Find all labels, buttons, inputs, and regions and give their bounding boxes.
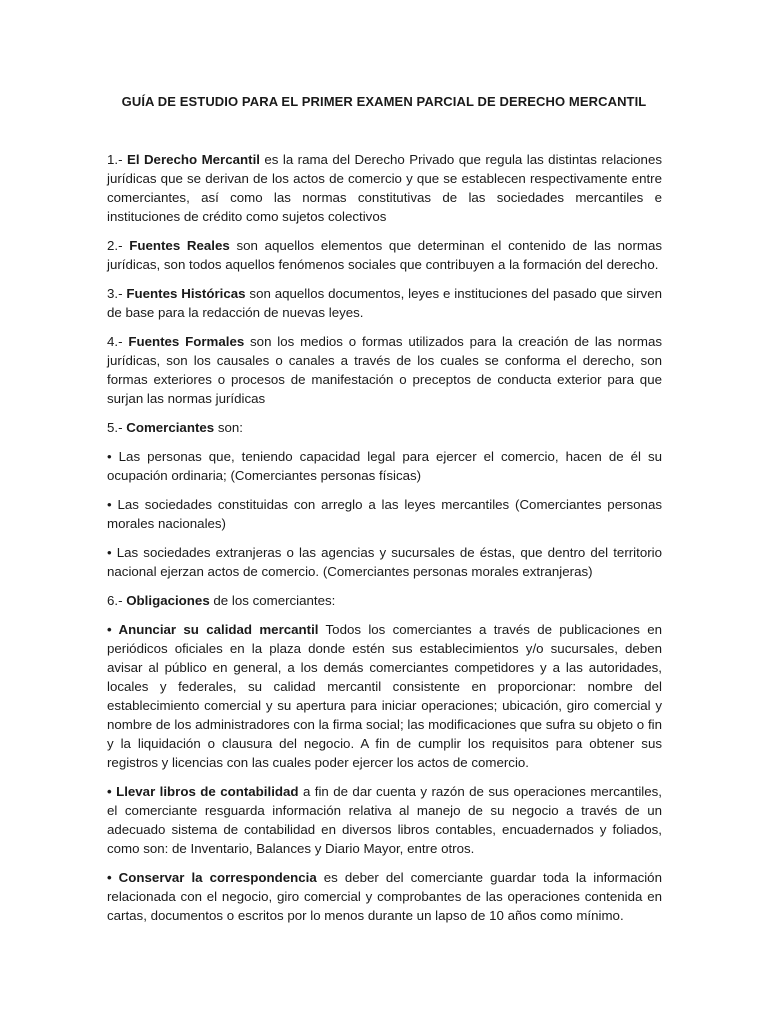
bullet-prefix: • (107, 449, 119, 464)
bullet-text: Las personas que, teniendo capacidad legal para ejercer el comercio, hacen de él su ocupación ordinaria; (Comerciantes personas físicas) (107, 449, 662, 483)
bullet-item-1 (107, 447, 662, 485)
obligation-text: a fin de dar cuenta y razón de sus operaciones mercantiles, el comerciante resguarda información relativa al manejo de su negocio a través de un adecuado sistema de contabilidad en diversos libros contables, encuadernados y foliados, como son: de Inventario, Balances y Diario Mayor, entre otros. (107, 784, 662, 856)
bullet-item-3 (107, 543, 662, 581)
paragraph-4 (107, 332, 662, 408)
bullet-item-2 (107, 495, 662, 533)
paragraph-5 (107, 418, 662, 437)
paragraph-2 (107, 236, 662, 274)
paragraph-prefix: 2.- (107, 238, 130, 253)
bullet-text: Las sociedades constituidas con arreglo a las leyes mercantiles (Comerciantes personas morales nacionales) (107, 497, 662, 531)
paragraph-prefix: 5.- (107, 420, 127, 435)
paragraph-term: Fuentes Formales (128, 334, 245, 349)
paragraph-3 (107, 284, 662, 322)
paragraph-term: Fuentes Históricas (126, 286, 246, 301)
paragraph-term: Comerciantes (126, 420, 215, 435)
obligation-item-3 (107, 868, 662, 925)
obligation-item-2 (107, 782, 662, 858)
paragraph-term: Obligaciones (126, 593, 210, 608)
obligation-text: es deber del comerciante guardar toda la información relacionada con el negocio, giro comercial y comprobantes de las operaciones contenida en cartas, documentos o escritos por lo menos durante un lapso de 10 años como mínimo. (107, 870, 662, 923)
paragraph-6 (107, 591, 662, 610)
paragraph-text: son aquellos documentos, leyes e instituciones del pasado que sirven de base para la redacción de nuevas leyes. (107, 286, 662, 320)
bullet-prefix: • (107, 497, 118, 512)
obligation-text: Todos los comerciantes a través de publicaciones en periódicos oficiales en la plaza donde estén sus establecimientos y/o sucursales, deben avisar al público en general, a los demás comerciantes competidores y a las autoridades, locales y federales, su calidad mercantil consistente en proporcionar: nombre del establecimiento comercial y su apertura para iniciar operaciones; ubicación, giro comercial y nombre de los administradores con la firma social; las modificaciones que sufra su objeto o fin y la liquidación o clausura del negocio. A fin de cumplir los requisitos para obtener sus registros y licencias con las cuales poder ejercer los actos de comercio. (107, 622, 662, 770)
paragraph-term: El Derecho Mercantil (126, 152, 260, 167)
paragraph-text: es la rama del Derecho Privado que regula las distintas relaciones jurídicas que se derivan de los actos de comercio y que se establecen respectivamente entre comerciantes, así como las normas constitutivas de las sociedades mercantiles e instituciones de crédito como sujetos colectivos (107, 152, 662, 224)
obligation-term: • Anunciar su calidad mercantil (107, 622, 319, 637)
document-body (107, 150, 662, 935)
paragraph-text: son aquellos elementos que determinan el contenido de las normas jurídicas, son todos aquellos fenómenos sociales que contribuyen a la formación del derecho. (107, 238, 662, 272)
paragraph-prefix: 6.- (107, 593, 127, 608)
paragraph-term: Fuentes Reales (129, 238, 230, 253)
obligation-term: • Llevar libros de contabilidad (107, 784, 299, 799)
paragraph-text: de los comerciantes: (209, 593, 336, 608)
paragraph-1 (107, 150, 662, 226)
obligation-term: • Conservar la correspondencia (107, 870, 317, 885)
paragraph-text: son: (214, 420, 243, 435)
bullet-prefix: • (107, 545, 117, 560)
paragraph-text: son los medios o formas utilizados para la creación de las normas jurídicas, son los causales o canales a través de los cuales se conforma el derecho, son formas exteriores o procesos de manifestación o preceptos de conducta exterior para que surjan las normas jurídicas (107, 334, 662, 406)
document-title: GUÍA DE ESTUDIO PARA EL PRIMER EXAMEN PARCIAL DE DERECHO MERCANTIL (121, 94, 647, 109)
paragraph-prefix: 1.- (107, 152, 127, 167)
obligation-item-1 (107, 620, 662, 772)
paragraph-prefix: 4.- (107, 334, 129, 349)
paragraph-prefix: 3.- (107, 286, 127, 301)
bullet-text: Las sociedades extranjeras o las agencias y sucursales de éstas, que dentro del territorio nacional ejerzan actos de comercio. (Comerciantes personas morales extranjeras) (107, 545, 663, 579)
